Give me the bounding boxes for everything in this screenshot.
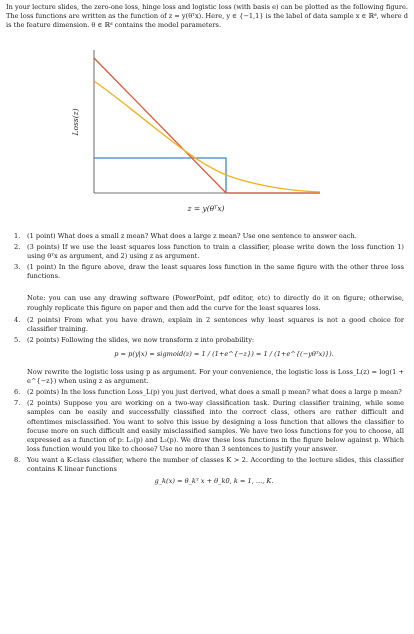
question-text: (2 points) From what you have drawn, explain in 2 sentences why least squares is not a good choice for classifier training. — [27, 315, 404, 333]
zero-one-loss-curve — [94, 158, 320, 193]
question-number: 5. — [14, 335, 21, 344]
question-number: 1. — [14, 232, 21, 240]
question-number: 8. — [14, 455, 21, 464]
question-text: (1 point) In the figure above, draw the least squares loss function in the same figure with the other three loss functions. — [27, 263, 404, 281]
question-text: (2 points) In the loss function Loss_L(p) you just derived, what does a small p mean? what does a large p mean? — [27, 388, 402, 397]
hinge-loss-curve — [94, 58, 320, 193]
question-text: (2 points) Following the slides, we now transform z into probability: — [27, 335, 255, 344]
logistic-loss-curve — [94, 81, 320, 192]
question-text: You want a K-class classifier, where the number of classes K > 2. According to the lecture slides, this classifier contains K linear functions — [27, 455, 404, 473]
question-text: (3 points) If we use the least squares loss function to train a classifier, please write down the loss function 1) using θᵀx as argument, and 2) using z as argument. — [27, 243, 404, 261]
loss-figure — [56, 48, 356, 248]
question-1 — [14, 232, 404, 241]
question-3 — [14, 263, 404, 281]
question-number: 6. — [14, 388, 21, 397]
question-6 — [14, 388, 404, 397]
question-number: 4. — [14, 315, 21, 324]
question-number: 7. — [14, 399, 21, 408]
loss-plot — [56, 48, 356, 248]
question-number: 3. — [14, 263, 21, 272]
sigmoid-equation: p = p(y|x) = sigmoid(z) = 1 / (1+e^{−z}) = 1 / (1+e^{(−yθᵀx)}). — [114, 349, 334, 358]
note-paragraph: Note: you can use any drawing software (PowerPoint, pdf editor, etc) to directly do it on figure; otherwise, roughly replicate this figure on paper and then add the curve for the least squares loss. — [27, 294, 404, 312]
question-text: (2 points) Suppose you are working on a two-way classification task. During classifier training, while some samples can be easily and successfully classified into the correct class, others are rather difficult and oftentimes misclassified. You want to solve this issue by designing a loss function that allows the classifier to focuse more on such difficult and easily misclassified samples. We have two loss functions for you to choose, all expressed as a function of p: L₁(p) and L₂(p). We draw these loss functions in the figure below against p. Which loss function would you like to choose? Use no more than 3 sentences to justify your answer. — [27, 399, 404, 453]
rewrite-paragraph: Now rewrite the logistic loss using p as argument. For your convenience, the logistic loss is Loss_L(z) = log(1 + e^{−z}) when using z as argument. — [27, 368, 404, 386]
question-5 — [14, 336, 404, 345]
question-text: (1 point) What does a small z mean? What does a large z mean? Use one sentence to answer each. — [27, 232, 357, 240]
question-number: 2. — [14, 243, 21, 252]
linear-functions-equation: g_k(x) = θ_kᵀ x + θ_k0, k = 1, ..., K. — [154, 477, 274, 486]
x-axis-label: z = y(θᵀx) — [187, 204, 225, 213]
question-7 — [14, 399, 404, 454]
question-4 — [14, 316, 404, 334]
question-8 — [14, 456, 404, 474]
questions-list — [14, 232, 404, 486]
intro-paragraph: In your lecture slides, the zero-one loss, hinge loss and logistic loss (with basis e) can be plotted as the following figure. The loss functions are written as the function of z = y(θᵀx). Here, y ∈ {−1,1} is the label of data sample x ∈ ℝᵈ, where d is the feature dimension. θ ∈ ℝᵈ contains the model parameters. — [6, 3, 408, 30]
y-axis-label: Loss(z) — [71, 108, 80, 136]
question-2 — [14, 243, 404, 261]
